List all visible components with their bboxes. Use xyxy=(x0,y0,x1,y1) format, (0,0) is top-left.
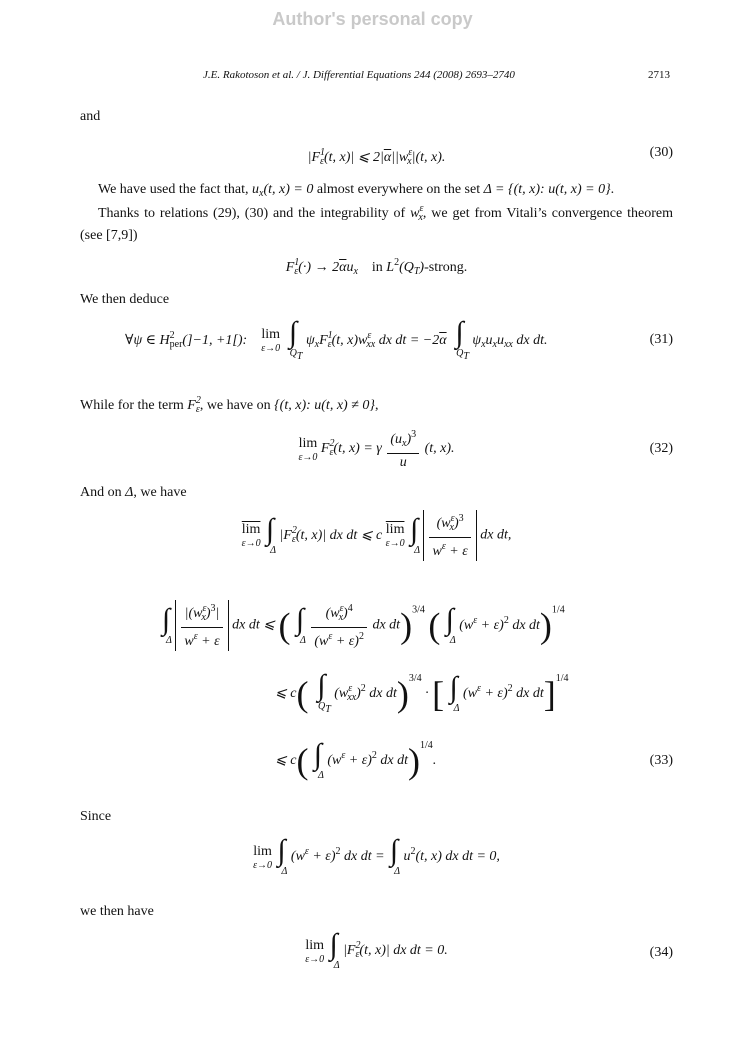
equation-30: $|F^1_\varepsilon(t$, x)| ⩽ $2|\overline{\alpha}||w^\varepsilon_x|(t$, x). xyxy=(307,147,446,167)
equation-34: lim ε→0 ∫ Δ $|F^2_\varepsilon(t$, x)| dx dt = 0. xyxy=(305,928,448,971)
paragraph-since: Since xyxy=(80,809,112,824)
equation-32: lim ε→0 $F^2_\varepsilon(t$, x) = γ $\frac{(u_x)^3}{u}$ (t, x). xyxy=(80,426,673,472)
equation-convergence: $F^1_\varepsilon(\cdot) \to 2\overline{\alpha}u_x$ in $L^2(Q_T)$-strong. xyxy=(285,257,468,277)
equation-31: ∀ψ ∈ $H^2_{per}(]-1$, +1[): lim ε→0 ∫ QT $\psi_xF^1_\varepsilon(t$, $x)w^\varepsilon_{xx}$ dx dt = $-2\overline{\alpha}$ ∫ QT $\psi_xu_xu_{xx}$ dx dt. xyxy=(125,316,548,362)
paragraph-while: While for the term $F^2_\varepsilon$, we have on {(t, x): u(t, x) ≠ 0}, xyxy=(80,395,379,415)
paragraph-and: and xyxy=(80,109,101,124)
equation-limsup: $\overline{lim}$ ε→0 ∫ Δ $|F^2_\varepsilon(t$, x)| dx dt ⩽ c $\overline{lim}$ ε→0 ∫ Δ $\frac{(w^\varepsilon_x)^3}{w^\varepsilon + \varepsilon}$ dx dt, xyxy=(80,510,673,561)
equation-33-line-1: ∫ Δ $\frac{|(w^\varepsilon_x)^3|}{w^\varepsilon + \varepsilon}$ dx dt ⩽ ( ∫ Δ $\frac{(w^\varepsilon_x)^4}{(w^\varepsilon + \varepsilon)^2}$ dx dt)$^{3/4}$ ( ∫ Δ $(w^\varepsilon + \varepsilon)^2$ dx dt)$^{1/4}$ xyxy=(160,600,620,651)
equation-number-31: (31) xyxy=(649,332,673,347)
equation-number-30: (30) xyxy=(649,145,673,160)
paragraph-and-on: And on Δ, we have xyxy=(80,485,187,500)
equation-number-32: (32) xyxy=(649,441,673,456)
equation-number-34: (34) xyxy=(649,945,673,960)
equation-since: lim ε→0 ∫ Δ $(w^\varepsilon + \varepsilon)^2$ dx dt = ∫ Δ $u^2(t$, x) dx dt = 0, xyxy=(253,834,500,877)
watermark-text: Author's personal copy xyxy=(272,9,473,29)
page-number: 2713 xyxy=(648,69,670,81)
paragraph-used-fact: We have used the fact that, $u_x(t$, x) = 0 almost everywhere on the set Δ = {(t, x): u(t, x) = 0}. xyxy=(98,182,615,199)
equation-number-33: (33) xyxy=(649,753,673,768)
paragraph-we-then: we then have xyxy=(80,904,154,919)
running-head: J.E. Rakotoson et al. / J. Differential Equations 244 (2008) 2693–2740 xyxy=(203,69,515,81)
equation-33-line-3: ⩽ c( ∫ Δ $(w^\varepsilon + \varepsilon)^2$ dx dt)$^{1/4}$. xyxy=(275,737,437,781)
paragraph-thanks: Thanks to relations (29), (30) and the integrability of $w^\varepsilon_x$, we get from Vitali’s convergence theorem (see [7,9]) xyxy=(80,203,673,243)
equation-33-line-2: ⩽ c( ∫ QT $(w^\varepsilon_{xx})^2$ dx dt)$^{3/4}$ · [ ∫ Δ $(w^\varepsilon + \varepsilon)^2$ dx dt]$^{1/4}$ xyxy=(275,669,569,716)
paragraph-deduce: We then deduce xyxy=(80,292,170,307)
